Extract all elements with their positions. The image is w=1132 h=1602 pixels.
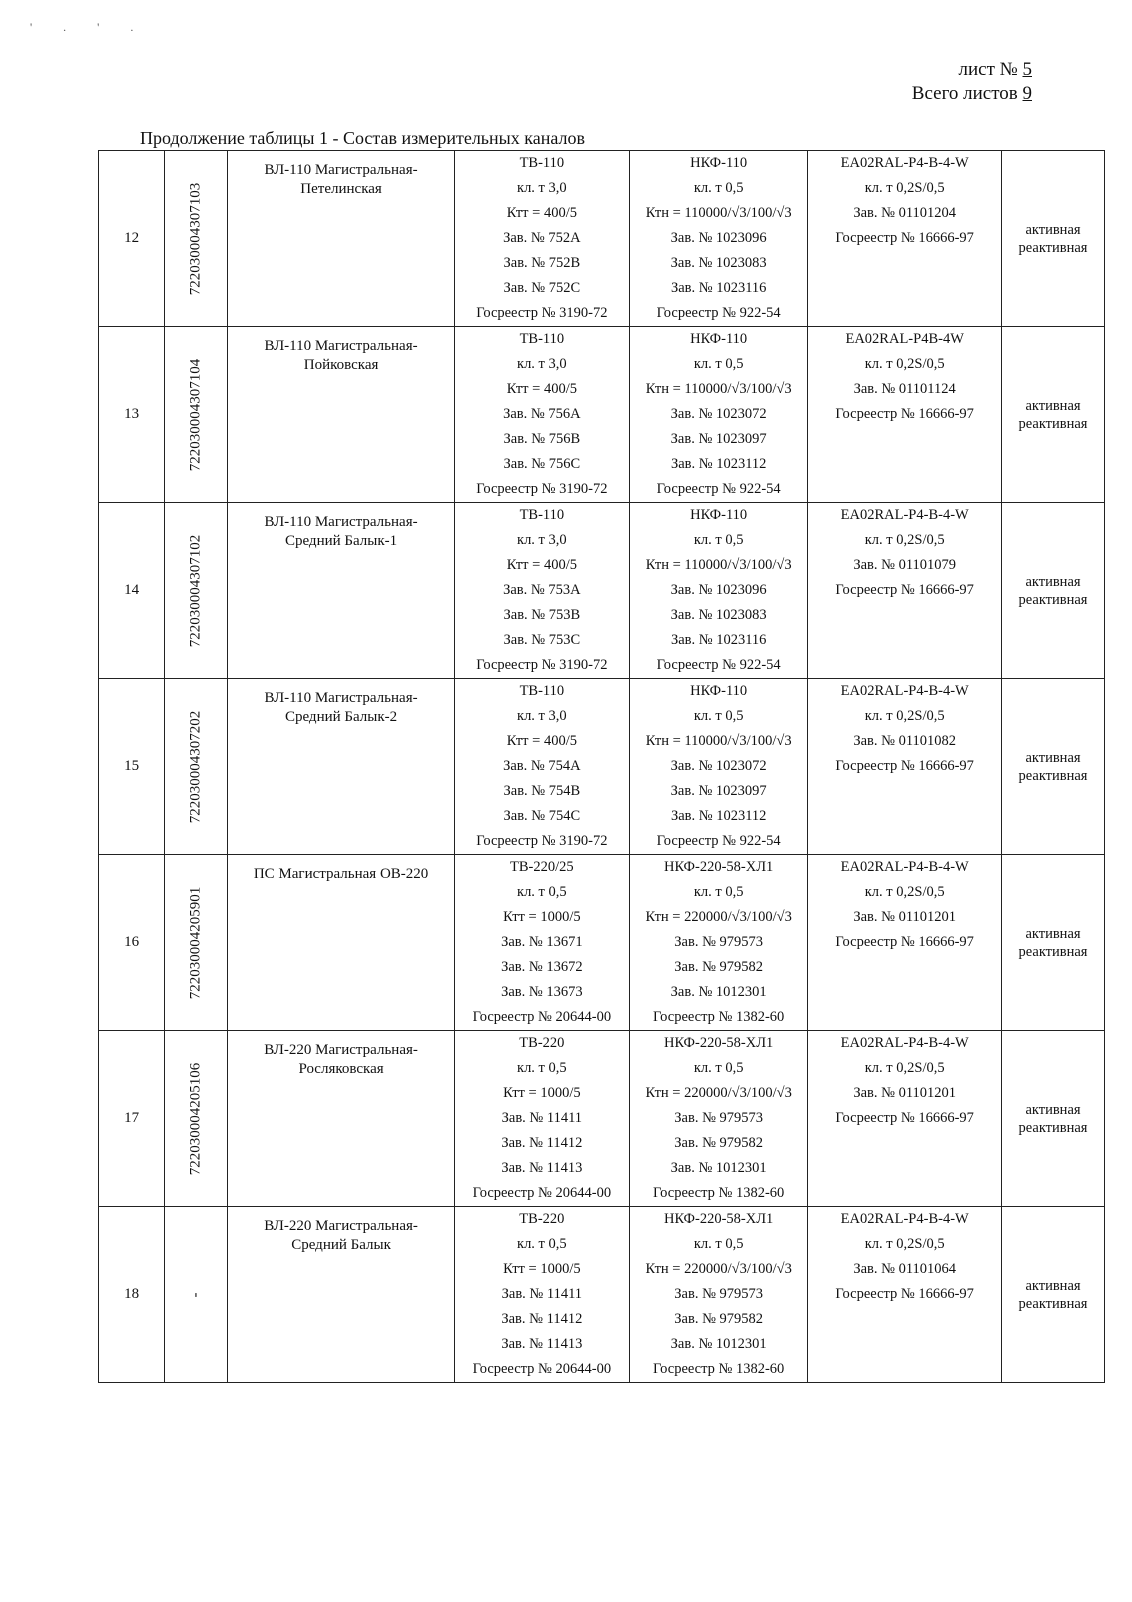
current-transformer (454, 855, 629, 1031)
current-transformer-line: Ктт = 400/5 (506, 205, 577, 221)
channel-number: 12 (99, 151, 165, 327)
measurement-channels-table (98, 150, 1105, 1383)
channel-code-cell (165, 503, 228, 679)
voltage-transformer-line: Зав. № 979582 (674, 1135, 764, 1151)
electricity-meter-line: Зав. № 01101082 (853, 733, 957, 749)
electricity-meter-line: кл. т 0,2S/0,5 (864, 180, 945, 196)
current-transformer-line: Зав. № 756А (503, 406, 581, 422)
voltage-transformer-line: Госреестр № 1382-60 (653, 1009, 785, 1025)
voltage-transformer-line: кл. т 0,5 (693, 356, 744, 372)
current-transformer-line: ТВ-220/25 (510, 859, 574, 875)
channel-code-cell (165, 1031, 228, 1207)
voltage-transformer (630, 855, 808, 1031)
electricity-meter (808, 151, 1002, 327)
channel-code: 722030004307104 (187, 358, 204, 471)
energy-type (1002, 679, 1105, 855)
voltage-transformer-line: НКФ-220-58-ХЛ1 (664, 859, 774, 875)
current-transformer (454, 1207, 629, 1383)
current-transformer-line: Зав. № 11413 (501, 1336, 583, 1352)
voltage-transformer (630, 1207, 808, 1383)
electricity-meter-line: Зав. № 01101204 (853, 205, 957, 221)
voltage-transformer (630, 151, 808, 327)
connection-name (228, 679, 454, 855)
current-transformer-line: Госреестр № 3190-72 (476, 833, 608, 849)
current-transformer-line: Ктт = 1000/5 (503, 1261, 581, 1277)
electricity-meter (808, 1031, 1002, 1207)
channel-code: 722030004307202 (187, 710, 204, 823)
voltage-transformer-line: кл. т 0,5 (693, 884, 744, 900)
voltage-transformer-line: НКФ-220-58-ХЛ1 (664, 1211, 774, 1227)
current-transformer-line: Ктт = 400/5 (506, 733, 577, 749)
current-transformer-line: Ктт = 1000/5 (503, 1085, 581, 1101)
current-transformer-line: Зав. № 13671 (501, 934, 583, 950)
electricity-meter-line: кл. т 0,2S/0,5 (864, 1236, 945, 1252)
energy-type-line: активная (1025, 1277, 1081, 1294)
current-transformer-line: Зав. № 11411 (501, 1286, 583, 1302)
current-transformer-line: Госреестр № 3190-72 (476, 305, 608, 321)
energy-type-line: реактивная (1018, 1295, 1088, 1312)
connection-name (228, 151, 454, 327)
table-row (99, 327, 1105, 503)
current-transformer-line: Госреестр № 20644-00 (472, 1185, 612, 1201)
connection-name (228, 855, 454, 1031)
current-transformer-line: Зав. № 13672 (501, 959, 583, 975)
electricity-meter-line: кл. т 0,2S/0,5 (864, 1060, 945, 1076)
voltage-transformer-line: кл. т 0,5 (693, 180, 744, 196)
connection-name-line: Росляковская (298, 1061, 384, 1077)
connection-name-line: Средний Балык-1 (284, 533, 398, 549)
electricity-meter (808, 1207, 1002, 1383)
sheet-number: лист № 5 (958, 59, 1032, 80)
voltage-transformer-line: Ктн = 220000/√3/100/√3 (645, 1261, 792, 1277)
voltage-transformer-line: Зав. № 1023112 (670, 808, 767, 824)
energy-type-line: реактивная (1018, 415, 1088, 432)
electricity-meter (808, 503, 1002, 679)
energy-type (1002, 327, 1105, 503)
current-transformer-line: Зав. № 11413 (501, 1160, 583, 1176)
energy-type-line: реактивная (1018, 767, 1088, 784)
voltage-transformer-line: Зав. № 1023096 (670, 582, 767, 598)
current-transformer-line: Зав. № 11412 (501, 1311, 583, 1327)
voltage-transformer-line: НКФ-110 (690, 331, 748, 347)
table-row (99, 855, 1105, 1031)
voltage-transformer-line: Зав. № 1023112 (670, 456, 767, 472)
current-transformer-line: Зав. № 756С (503, 456, 581, 472)
current-transformer-line: Зав. № 753А (503, 582, 581, 598)
connection-name-line: Средний Балык-2 (284, 709, 398, 725)
current-transformer-line: Зав. № 753С (503, 632, 581, 648)
voltage-transformer-line: Зав. № 1012301 (670, 984, 767, 1000)
voltage-transformer (630, 327, 808, 503)
current-transformer-line: ТВ-110 (519, 155, 565, 171)
energy-type-line: реактивная (1018, 1119, 1088, 1136)
current-transformer-line: кл. т 0,5 (517, 1060, 567, 1076)
current-transformer-line: Госреестр № 20644-00 (472, 1361, 612, 1377)
current-transformer-line: Зав. № 754С (503, 808, 581, 824)
electricity-meter-line: EA02RAL-P4B-4W (845, 331, 964, 347)
electricity-meter-line: Зав. № 01101201 (853, 1085, 957, 1101)
energy-type-line: активная (1025, 573, 1081, 590)
channel-code: - (187, 1292, 204, 1297)
current-transformer-line: Зав. № 752С (503, 280, 581, 296)
current-transformer-line: Ктт = 1000/5 (503, 909, 581, 925)
electricity-meter-line: Госреестр № 16666-97 (835, 934, 974, 950)
voltage-transformer-line: кл. т 0,5 (693, 1060, 744, 1076)
current-transformer-line: Зав. № 756В (503, 431, 581, 447)
current-transformer-line: Зав. № 11412 (501, 1135, 583, 1151)
voltage-transformer-line: Зав. № 1023072 (670, 758, 767, 774)
voltage-transformer-line: кл. т 0,5 (693, 1236, 744, 1252)
voltage-transformer-line: Госреестр № 922-54 (656, 833, 781, 849)
energy-type-line: активная (1025, 221, 1081, 238)
voltage-transformer-line: Зав. № 1023083 (670, 607, 767, 623)
current-transformer-line: Зав. № 754А (503, 758, 581, 774)
energy-type (1002, 1207, 1105, 1383)
connection-name-line: Петелинская (300, 181, 382, 197)
channel-code: 722030004205106 (187, 1062, 204, 1175)
electricity-meter-line: Госреестр № 16666-97 (835, 582, 974, 598)
total-sheets: Всего листов 9 (911, 83, 1032, 104)
electricity-meter-line: Госреестр № 16666-97 (835, 758, 974, 774)
electricity-meter (808, 327, 1002, 503)
electricity-meter-line: Зав. № 01101079 (853, 557, 957, 573)
electricity-meter-line: EA02RAL-P4-B-4-W (840, 683, 969, 699)
current-transformer (454, 679, 629, 855)
energy-type (1002, 855, 1105, 1031)
table-row (99, 151, 1105, 327)
channel-number: 15 (99, 679, 165, 855)
voltage-transformer-line: НКФ-110 (690, 155, 748, 171)
table-row (99, 1031, 1105, 1207)
channel-code-cell (165, 679, 228, 855)
connection-name-line: Пойковская (303, 357, 379, 373)
current-transformer-line: ТВ-110 (519, 507, 565, 523)
current-transformer-line: Зав. № 752В (503, 255, 581, 271)
current-transformer-line: кл. т 0,5 (517, 1236, 567, 1252)
current-transformer (454, 503, 629, 679)
electricity-meter-line: кл. т 0,2S/0,5 (864, 708, 945, 724)
electricity-meter-line: Госреестр № 16666-97 (835, 230, 974, 246)
energy-type (1002, 151, 1105, 327)
channel-code-cell (165, 327, 228, 503)
current-transformer-line: ТВ-110 (519, 331, 565, 347)
current-transformer-line: кл. т 3,0 (517, 180, 567, 196)
table-row (99, 679, 1105, 855)
channel-code: 722030004205901 (187, 886, 204, 999)
voltage-transformer-line: Зав. № 1023097 (670, 783, 767, 799)
current-transformer-line: Госреестр № 3190-72 (476, 481, 608, 497)
table-caption: Продолжение таблицы 1 - Состав измерительных каналов (140, 128, 585, 148)
electricity-meter-line: EA02RAL-P4-B-4-W (840, 155, 969, 171)
connection-name (228, 327, 454, 503)
voltage-transformer-line: Госреестр № 922-54 (656, 305, 781, 321)
current-transformer-line: Зав. № 11411 (501, 1110, 583, 1126)
energy-type-line: активная (1025, 925, 1081, 942)
channel-code: 722030004307103 (187, 182, 204, 295)
channel-number: 18 (99, 1207, 165, 1383)
voltage-transformer-line: Ктн = 220000/√3/100/√3 (645, 909, 792, 925)
channel-number: 17 (99, 1031, 165, 1207)
current-transformer-line: кл. т 0,5 (517, 884, 567, 900)
connection-name-line: ПС Магистральная ОВ-220 (253, 866, 429, 882)
voltage-transformer (630, 503, 808, 679)
connection-name-line: ВЛ-110 Магистральная- (264, 338, 418, 354)
current-transformer (454, 327, 629, 503)
current-transformer-line: Ктт = 400/5 (506, 381, 577, 397)
voltage-transformer-line: Госреестр № 922-54 (656, 657, 781, 673)
voltage-transformer-line: кл. т 0,5 (693, 532, 744, 548)
voltage-transformer-line: Зав. № 979573 (674, 934, 764, 950)
current-transformer-line: Госреестр № 3190-72 (476, 657, 608, 673)
electricity-meter-line: кл. т 0,2S/0,5 (864, 884, 945, 900)
energy-type (1002, 503, 1105, 679)
electricity-meter-line: Зав. № 01101124 (853, 381, 956, 397)
energy-type-line: реактивная (1018, 943, 1088, 960)
electricity-meter (808, 679, 1002, 855)
electricity-meter-line: EA02RAL-P4-B-4-W (840, 507, 969, 523)
current-transformer (454, 1031, 629, 1207)
channel-number: 13 (99, 327, 165, 503)
current-transformer-line: Зав. № 752А (503, 230, 581, 246)
voltage-transformer-line: Госреестр № 1382-60 (653, 1361, 785, 1377)
electricity-meter-line: EA02RAL-P4-B-4-W (840, 1211, 969, 1227)
energy-type-line: реактивная (1018, 591, 1088, 608)
energy-type-line: активная (1025, 749, 1081, 766)
connection-name-line: ВЛ-110 Магистральная- (264, 690, 418, 706)
voltage-transformer-line: Госреестр № 922-54 (656, 481, 781, 497)
current-transformer-line: Зав. № 753В (503, 607, 581, 623)
electricity-meter-line: кл. т 0,2S/0,5 (864, 532, 945, 548)
voltage-transformer-line: Зав. № 1023116 (670, 632, 767, 648)
energy-type-line: реактивная (1018, 239, 1088, 256)
electricity-meter (808, 855, 1002, 1031)
table-row (99, 503, 1105, 679)
electricity-meter-line: Госреестр № 16666-97 (835, 406, 974, 422)
voltage-transformer-line: НКФ-220-58-ХЛ1 (664, 1035, 774, 1051)
voltage-transformer-line: Зав. № 979582 (674, 1311, 764, 1327)
voltage-transformer-line: Зав. № 1023096 (670, 230, 767, 246)
current-transformer-line: ТВ-220 (519, 1211, 565, 1227)
current-transformer-line: кл. т 3,0 (517, 356, 567, 372)
connection-name-line: ВЛ-220 Магистральная- (264, 1218, 418, 1234)
current-transformer-line: Ктт = 400/5 (506, 557, 577, 573)
voltage-transformer-line: Зав. № 979573 (674, 1110, 764, 1126)
voltage-transformer-line: Госреестр № 1382-60 (653, 1185, 785, 1201)
voltage-transformer-line: Ктн = 220000/√3/100/√3 (645, 1085, 792, 1101)
voltage-transformer-line: Ктн = 110000/√3/100/√3 (645, 557, 792, 573)
voltage-transformer (630, 679, 808, 855)
connection-name-line: ВЛ-110 Магистральная- (264, 514, 418, 530)
voltage-transformer (630, 1031, 808, 1207)
electricity-meter-line: Зав. № 01101201 (853, 909, 957, 925)
energy-type-line: активная (1025, 1101, 1081, 1118)
connection-name-line: Средний Балык (291, 1237, 391, 1253)
voltage-transformer-line: Зав. № 1012301 (670, 1160, 767, 1176)
electricity-meter-line: кл. т 0,2S/0,5 (864, 356, 945, 372)
current-transformer (454, 151, 629, 327)
connection-name-line: ВЛ-220 Магистральная- (264, 1042, 418, 1058)
current-transformer-line: Зав. № 13673 (501, 984, 583, 1000)
table-row (99, 1207, 1105, 1383)
current-transformer-line: кл. т 3,0 (517, 532, 567, 548)
sheet-header (912, 58, 1032, 106)
current-transformer-line: ТВ-220 (519, 1035, 565, 1051)
electricity-meter-line: Госреестр № 16666-97 (835, 1110, 974, 1126)
connection-name (228, 1031, 454, 1207)
voltage-transformer-line: Зав. № 979582 (674, 959, 764, 975)
voltage-transformer-line: Ктн = 110000/√3/100/√3 (645, 205, 792, 221)
connection-name (228, 1207, 454, 1383)
electricity-meter-line: Зав. № 01101064 (853, 1261, 957, 1277)
current-transformer-line: Зав. № 754В (503, 783, 581, 799)
voltage-transformer-line: НКФ-110 (690, 683, 748, 699)
voltage-transformer-line: Зав. № 1023083 (670, 255, 767, 271)
channel-code: 722030004307102 (187, 534, 204, 647)
channel-code-cell (165, 1207, 228, 1383)
connection-name-line: ВЛ-110 Магистральная- (264, 162, 418, 178)
electricity-meter-line: Госреестр № 16666-97 (835, 1286, 974, 1302)
current-transformer-line: кл. т 3,0 (517, 708, 567, 724)
voltage-transformer-line: Зав. № 979573 (674, 1286, 764, 1302)
current-transformer-line: ТВ-110 (519, 683, 565, 699)
voltage-transformer-line: Зав. № 1012301 (670, 1336, 767, 1352)
channel-code-cell (165, 151, 228, 327)
channel-code-cell (165, 855, 228, 1031)
voltage-transformer-line: Зав. № 1023116 (670, 280, 767, 296)
voltage-transformer-line: Ктн = 110000/√3/100/√3 (645, 733, 792, 749)
channel-number: 14 (99, 503, 165, 679)
voltage-transformer-line: Зав. № 1023072 (670, 406, 767, 422)
channel-number: 16 (99, 855, 165, 1031)
current-transformer-line: Госреестр № 20644-00 (472, 1009, 612, 1025)
electricity-meter-line: EA02RAL-P4-B-4-W (840, 1035, 969, 1051)
scan-artifact-marks: ' . ' . (30, 20, 148, 34)
voltage-transformer-line: кл. т 0,5 (693, 708, 744, 724)
voltage-transformer-line: Ктн = 110000/√3/100/√3 (645, 381, 792, 397)
connection-name (228, 503, 454, 679)
energy-type (1002, 1031, 1105, 1207)
voltage-transformer-line: Зав. № 1023097 (670, 431, 767, 447)
energy-type-line: активная (1025, 397, 1081, 414)
electricity-meter-line: EA02RAL-P4-B-4-W (840, 859, 969, 875)
voltage-transformer-line: НКФ-110 (690, 507, 748, 523)
